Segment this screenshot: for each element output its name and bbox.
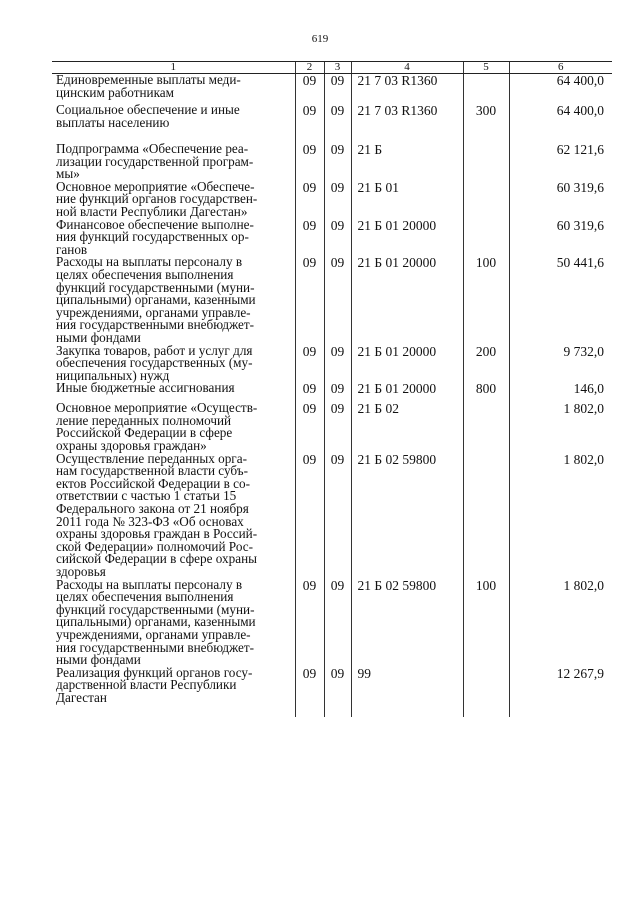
row-amount: 64 400,0 <box>509 74 612 105</box>
row-target-article: 21 Б 01 <box>351 181 463 219</box>
table-row <box>52 345 612 383</box>
table-row <box>52 219 612 257</box>
table-row <box>52 382 612 402</box>
row-expense-type: 100 <box>463 579 509 667</box>
row-expense-type: 800 <box>463 382 509 402</box>
row-amount: 62 121,6 <box>509 143 612 181</box>
row-name: Подпрограмма «Обеспечение реа- лизации государственной програм- мы» <box>56 141 254 182</box>
table-row <box>52 579 612 667</box>
column-header: 4 <box>351 62 463 74</box>
row-section: 09 <box>295 219 324 257</box>
row-section: 09 <box>295 453 324 579</box>
row-amount: 146,0 <box>509 382 612 402</box>
row-expense-type: 200 <box>463 345 509 383</box>
row-name: Осуществление переданных орга- нам государственной власти субъ- ектов Российской Федерации в со- ответствии с частью 1 статьи 15 Федерального закона от 21 ноября 2011 года № 323-ФЗ «Об основах охраны здоровья граждан в Россий- ской Федерации» полномочий Рос- сийской Федерации в сфере охраны здоровья <box>56 450 258 579</box>
row-name: Расходы на выплаты персоналу в целях обеспечения выполнения функций государственными (муни- ципальными) органами, казенными учреждениями, органами управле- ния государственными внебюджет- ными фондами <box>56 576 256 668</box>
row-section: 09 <box>295 382 324 402</box>
row-section: 09 <box>295 345 324 383</box>
row-amount: 60 319,6 <box>509 219 612 257</box>
row-target-article: 21 Б 02 59800 <box>351 453 463 579</box>
row-amount: 50 441,6 <box>509 256 612 344</box>
row-subsection: 09 <box>324 143 351 181</box>
row-target-article: 21 Б 02 <box>351 402 463 452</box>
table-row <box>52 143 612 181</box>
row-section: 09 <box>295 402 324 452</box>
row-subsection: 09 <box>324 453 351 579</box>
column-header: 5 <box>463 62 509 74</box>
row-subsection: 09 <box>324 219 351 257</box>
row-name: Иные бюджетные ассигнования <box>56 380 235 396</box>
row-expense-type <box>463 143 509 181</box>
table-row <box>52 402 612 452</box>
row-section: 09 <box>295 181 324 219</box>
row-name: Финансовое обеспечение выполне- ния функций государственных ор- ганов <box>56 216 254 257</box>
table-row <box>52 453 612 579</box>
table-row <box>52 667 612 717</box>
row-expense-type <box>463 453 509 579</box>
row-target-article: 21 Б <box>351 143 463 181</box>
row-expense-type <box>463 402 509 452</box>
row-expense-type <box>463 74 509 105</box>
row-target-article: 21 Б 01 20000 <box>351 345 463 383</box>
row-name: Социальное обеспечение и иные выплаты населению <box>56 102 240 130</box>
row-name: Основное мероприятие «Обеспече- ние функций органов государствен- ной власти Республики Дагестан» <box>56 178 258 219</box>
row-amount: 1 802,0 <box>509 402 612 452</box>
table-row <box>52 74 612 105</box>
row-section: 09 <box>295 579 324 667</box>
row-target-article: 21 7 03 R1360 <box>351 74 463 105</box>
row-section: 09 <box>295 667 324 717</box>
row-target-article: 21 Б 01 20000 <box>351 256 463 344</box>
row-target-article: 99 <box>351 667 463 717</box>
row-expense-type <box>463 219 509 257</box>
row-subsection: 09 <box>324 579 351 667</box>
row-section: 09 <box>295 256 324 344</box>
row-amount: 12 267,9 <box>509 667 612 717</box>
row-section: 09 <box>295 74 324 105</box>
column-header: 1 <box>52 62 295 74</box>
row-target-article: 21 7 03 R1360 <box>351 104 463 143</box>
row-amount: 60 319,6 <box>509 181 612 219</box>
row-name: Закупка товаров, работ и услуг для обеспечения государственных (му- ниципальных) нужд <box>56 342 253 383</box>
row-section: 09 <box>295 143 324 181</box>
page-number: 619 <box>311 33 329 45</box>
row-amount: 64 400,0 <box>509 104 612 143</box>
row-name: Основное мероприятие «Осуществ- ление переданных полномочий Российской Федерации в сфере охраны здоровья граждан» <box>56 400 258 454</box>
row-expense-type: 300 <box>463 104 509 143</box>
table-row <box>52 104 612 143</box>
row-amount: 1 802,0 <box>509 453 612 579</box>
row-subsection: 09 <box>324 382 351 402</box>
table-row <box>52 256 612 344</box>
row-subsection: 09 <box>324 667 351 717</box>
row-target-article: 21 Б 01 20000 <box>351 382 463 402</box>
row-subsection: 09 <box>324 256 351 344</box>
row-target-article: 21 Б 02 59800 <box>351 579 463 667</box>
row-section: 09 <box>295 104 324 143</box>
row-expense-type <box>463 667 509 717</box>
row-target-article: 21 Б 01 20000 <box>351 219 463 257</box>
row-subsection: 09 <box>324 402 351 452</box>
row-subsection: 09 <box>324 181 351 219</box>
row-expense-type: 100 <box>463 256 509 344</box>
row-name: Реализация функций органов госу- дарственной власти Республики Дагестан <box>56 664 253 705</box>
table-row <box>52 181 612 219</box>
column-header: 3 <box>324 62 351 74</box>
budget-table <box>52 61 612 717</box>
column-header: 6 <box>509 62 612 74</box>
row-expense-type <box>463 181 509 219</box>
row-subsection: 09 <box>324 104 351 143</box>
row-name: Расходы на выплаты персоналу в целях обеспечения выполнения функций государственными (муни- ципальными) органами, казенными учреждениями, органами управле- ния государственными внебюджет- ными фондами <box>56 254 256 345</box>
column-header: 2 <box>295 62 324 74</box>
row-name: Единовременные выплаты меди- цинским работникам <box>56 72 241 100</box>
row-subsection: 09 <box>324 345 351 383</box>
row-amount: 1 802,0 <box>509 579 612 667</box>
row-subsection: 09 <box>324 74 351 105</box>
row-amount: 9 732,0 <box>509 345 612 383</box>
